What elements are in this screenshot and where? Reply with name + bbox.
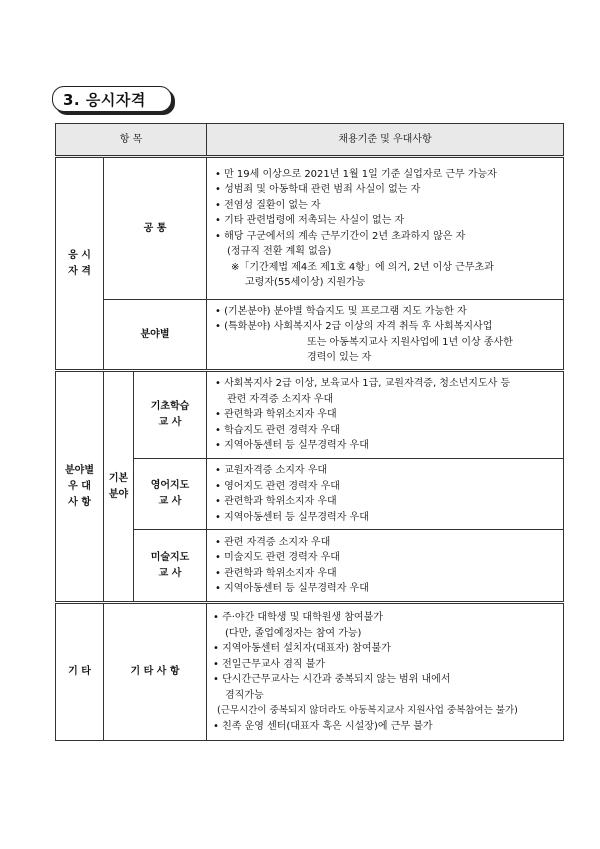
list-item: • 교원자격증 소지자 우대 [215, 465, 328, 476]
section-title: 3. 응시자격 [63, 91, 146, 109]
english-teacher-label-line: 교 사 [158, 496, 182, 507]
note-item: 고령자(55세이상) 지원가능 [245, 277, 366, 288]
basic-field-label-line: 기본 [108, 472, 129, 484]
header-criteria: 채용기준 및 우대사항 [207, 124, 564, 157]
section-heading [52, 86, 172, 112]
list-item: • 전일근무교사 겸직 불가 [213, 658, 326, 670]
list-item: • 영어지도 관련 경력자 우대 [215, 480, 340, 492]
list-item: • 친족 운영 센터(대표자 혹은 시설장)에 근무 불가 [213, 720, 433, 732]
list-item: • 전염성 질환이 없는 자 [215, 199, 321, 211]
list-item: • 지역아동센터 등 실무경력자 우대 [215, 583, 369, 594]
qualification-table [55, 123, 564, 741]
field-label: 분야별 [104, 300, 207, 371]
list-item: • 지역아동센터 등 실무경력자 우대 [215, 440, 369, 452]
list-item: • (특화분야) 사회복지사 2급 이상의 자격 취득 후 사회복지사업 [215, 321, 493, 332]
qual-label-line: 자 격 [68, 265, 91, 277]
list-item: • 기타 관련법령에 저촉되는 사실이 없는 자 [215, 215, 405, 226]
list-item: • 주·야간 대학생 및 대학원생 참여불가 [213, 612, 383, 623]
common-criteria [207, 157, 564, 300]
basic-teacher-criteria [207, 371, 564, 459]
list-item: • 단시간근무교사는 시간과 중복되지 않는 범위 내에서 [213, 674, 451, 685]
basic-teacher-label [134, 371, 207, 459]
list-item: (정규직 전환 계획 없음) [227, 246, 332, 257]
list-item: • 사회복지사 2급 이상, 보육교사 1급, 교원자격증, 청소년지도사 등 [215, 378, 511, 390]
basic-teacher-label-line: 기초학습 [150, 401, 190, 412]
list-item: 겸직가능 [225, 689, 264, 701]
list-item: 또는 아동복지교사 지원사업에 1년 이상 종사한 [307, 336, 513, 348]
pref-label-line: 우 대 [68, 480, 91, 492]
table-row [56, 603, 564, 741]
basic-field-label-line: 분야 [108, 488, 129, 500]
art-teacher-label-line: 미술지도 [150, 551, 190, 563]
note-item: (근무시간이 중복되지 않더라도 아동복지교사 지원사업 중복참여는 불가) [217, 705, 518, 716]
basic-teacher-label-line: 교 사 [158, 417, 182, 428]
list-item: • 관련학과 학위소지자 우대 [215, 409, 337, 421]
basic-field-label [104, 371, 134, 603]
table-row [56, 300, 564, 371]
english-teacher-criteria [207, 459, 564, 530]
list-item: • 관련학과 학위소지자 우대 [215, 496, 337, 507]
note-item: ※「기간제법 제4조 제1호 4항」에 의거, 2년 이상 근무초과 [231, 261, 494, 273]
list-item: • 학습지도 관련 경력자 우대 [215, 424, 340, 436]
header-item: 항 목 [56, 124, 207, 157]
list-item: 경력이 있는 자 [307, 352, 372, 363]
list-item: • 관련 자격증 소지자 우대 [215, 536, 331, 548]
pref-label-line: 분야별 [65, 464, 94, 476]
etc-criteria [207, 603, 564, 741]
english-teacher-label-line: 영어지도 [150, 480, 190, 491]
etc-label: 기 타 [56, 603, 104, 741]
list-item: • 미술지도 관련 경력자 우대 [215, 552, 340, 563]
art-teacher-label [134, 530, 207, 603]
art-teacher-criteria [207, 530, 564, 603]
qual-label [56, 157, 104, 371]
pref-label [56, 371, 104, 603]
list-item: • 만 19세 이상으로 2021년 1월 1일 기준 실업자로 근무 가능자 [215, 168, 497, 180]
english-teacher-label [134, 459, 207, 530]
list-item: • 해당 구군에서의 계속 근무기간이 2년 초과하지 않은 자 [215, 230, 466, 242]
list-item: (다만, 졸업예정자는 참여 가능) [225, 627, 362, 639]
list-item: • 성범죄 및 아동학대 관련 범죄 사실이 없는 자 [215, 184, 421, 195]
list-item: • 관련학과 학위소지자 우대 [215, 567, 337, 579]
field-criteria [207, 300, 564, 371]
list-item: 관련 자격증 소지자 우대 [227, 393, 334, 405]
table-row [56, 157, 564, 300]
list-item: • (기본분야) 분야별 학습지도 및 프로그램 지도 가능한 자 [215, 305, 467, 317]
common-label: 공 통 [104, 157, 207, 300]
qual-label-line: 응 시 [68, 249, 91, 261]
table-row [56, 371, 564, 459]
list-item: • 지역아동센터 등 실무경력자 우대 [215, 511, 369, 523]
pref-label-line: 사 항 [68, 496, 91, 508]
list-item: • 지역아동센터 설치자(대표자) 참여불가 [213, 643, 391, 654]
etc-sub-label: 기 타 사 항 [104, 603, 207, 741]
table-header-row [56, 124, 564, 157]
art-teacher-label-line: 교 사 [158, 567, 182, 579]
